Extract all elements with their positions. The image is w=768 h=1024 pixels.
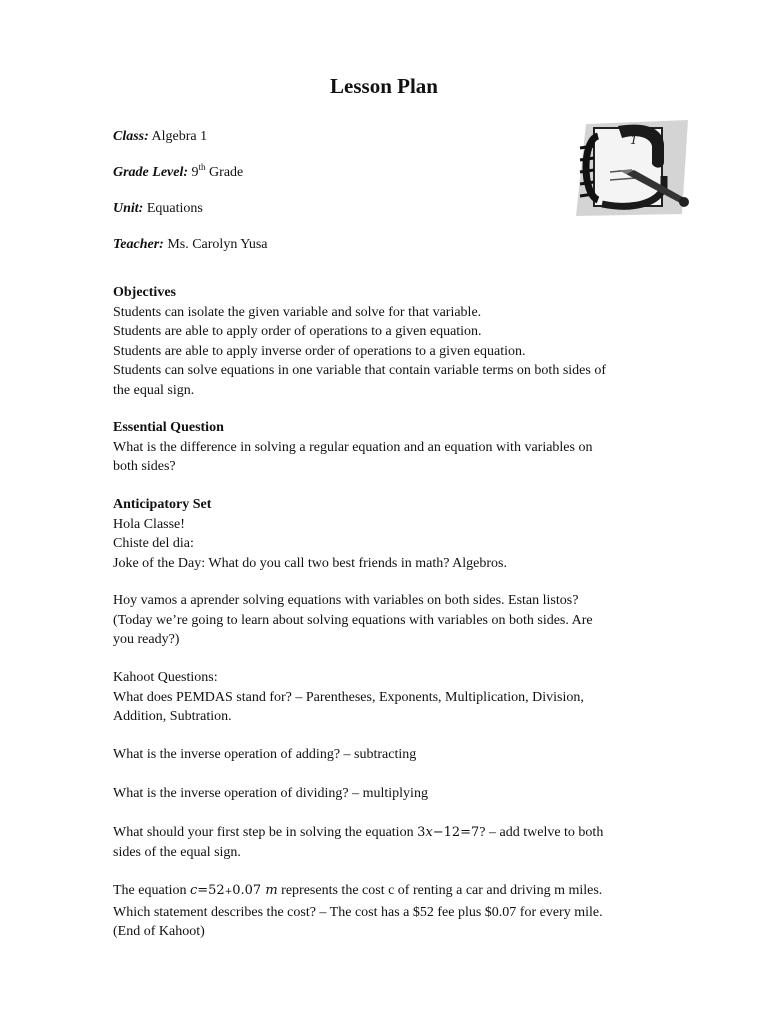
teacher-value: Ms. Carolyn Yusa (167, 237, 268, 252)
kahoot-question-line: Addition, Subtration. (113, 709, 232, 724)
objective-line: Students are able to apply inverse order of operations to a given equation. (113, 343, 526, 359)
unit-label: Unit: (113, 201, 144, 216)
kahoot-q4 (113, 823, 643, 862)
essential-question-heading: Essential Question (113, 420, 224, 435)
q5-equation (190, 883, 278, 898)
grade-line (113, 162, 244, 181)
kahoot-question-line (113, 823, 643, 843)
kahoot-heading: Kahoot Questions: (113, 670, 218, 685)
q5-eq-eq: =52 (197, 883, 225, 898)
intro-paragraph (113, 591, 643, 650)
q4-equation (417, 825, 479, 840)
objectives-heading: Objectives (113, 285, 176, 300)
kahoot-q1-block (113, 668, 643, 727)
kahoot-question-line: What is the inverse operation of adding? – subtracting (113, 747, 417, 762)
greeting-line: Chiste del dia: (113, 536, 194, 551)
q5-eq-coef: 0.07 (232, 883, 262, 898)
q5-eq-plus: + (224, 887, 233, 897)
kahoot-q2 (113, 745, 643, 765)
q4-prefix: What should your first step be in solving the equation (113, 825, 414, 840)
greeting-line: Hola Classe! (113, 516, 185, 532)
kahoot-q3 (113, 784, 643, 804)
q5-eq-m: m (265, 883, 278, 898)
q5-suffix: represents the cost c of renting a car and driving m miles. (281, 883, 603, 898)
kahoot-question-line: sides of the equal sign. (113, 844, 241, 860)
essential-question-line: both sides? (113, 459, 176, 474)
grade-number: 9 (191, 165, 199, 180)
grade-word: Grade (209, 165, 244, 180)
essential-question-section (113, 418, 643, 477)
objective-line: Students can isolate the given variable and solve for that variable. (113, 304, 482, 320)
joke-line: Joke of the Day: What do you call two best friends in math? Algebros. (113, 555, 507, 571)
class-line (113, 129, 207, 145)
kahoot-q5 (113, 881, 643, 942)
kahoot-question-line: What is the inverse operation of dividing? – multiplying (113, 786, 428, 801)
intro-line: Hoy vamos a aprender solving equations with variables on both sides. Estan listos? (113, 593, 579, 608)
q4-eq-rest: −12=7 (432, 825, 480, 840)
q4-eq-coef: 3 (417, 825, 426, 840)
teacher-line (113, 237, 268, 253)
kahoot-question-line: Which statement describes the cost? – The cost has a $52 fee plus $0.07 for every mile. (113, 904, 603, 920)
q4-suffix: ? – add twelve to both (479, 825, 604, 840)
objective-line: Students are able to apply order of operations to a given equation. (113, 324, 482, 339)
spiral-notebook-with-pen-icon (572, 118, 694, 218)
grade-label: Grade Level: (113, 165, 189, 180)
q5-eq-c: c (189, 883, 198, 898)
class-label: Class: (113, 129, 149, 144)
unit-value: Equations (146, 201, 203, 216)
unit-line (113, 201, 203, 217)
kahoot-question-line (113, 881, 643, 903)
objective-line: the equal sign. (113, 382, 195, 398)
objectives-section (113, 283, 643, 400)
svg-text:1: 1 (630, 133, 638, 147)
grade-superscript: th (198, 162, 206, 172)
q5-prefix: The equation (113, 883, 187, 898)
intro-line: (Today we’re going to learn about solving equations with variables on both sides. Are (113, 612, 593, 628)
anticipatory-set-heading: Anticipatory Set (113, 497, 212, 512)
essential-question-line: What is the difference in solving a regular equation and an equation with variables on (113, 439, 593, 455)
q4-eq-var: x (425, 825, 433, 840)
intro-line: you ready?) (113, 632, 180, 647)
class-value: Algebra 1 (151, 129, 208, 144)
kahoot-question-line: What does PEMDAS stand for? – Parentheses, Exponents, Multiplication, Division, (113, 689, 584, 705)
teacher-label: Teacher: (113, 237, 164, 252)
page-title: Lesson Plan (330, 74, 438, 98)
objective-line: Students can solve equations in one variable that contain variable terms on both sides of (113, 363, 606, 378)
anticipatory-set-section (113, 495, 643, 573)
end-of-kahoot: (End of Kahoot) (113, 924, 205, 939)
